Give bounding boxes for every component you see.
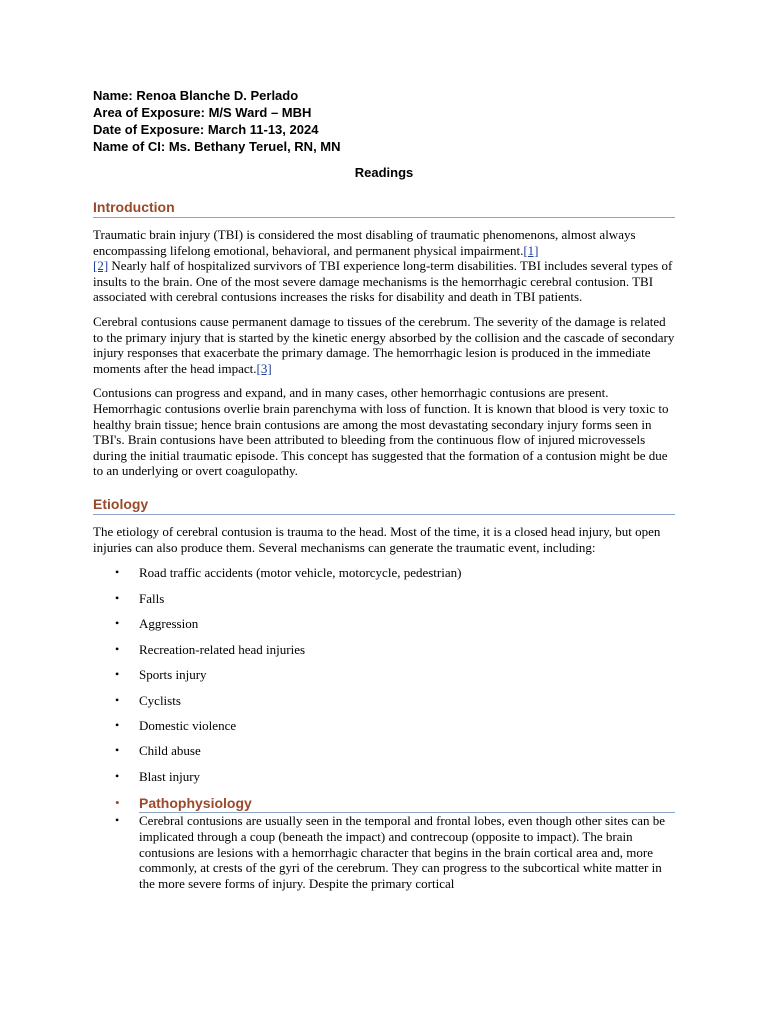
bullet-icon: • (115, 768, 120, 783)
introduction-paragraph-2 (93, 314, 675, 376)
list-item (93, 565, 675, 581)
bullet-icon: • (115, 641, 120, 656)
list-item-label: Sports injury (139, 667, 207, 683)
bullet-icon: • (115, 616, 120, 631)
intro-p2-text: Cerebral contusions cause permanent damage to tissues of the cerebrum. The severity of the damage is related to the primary injury that is started by the kinetic energy absorbed by the collision and the cascade of secondary injury responses that exacerbate the primary damage. The hemorrhagic lesion is produced in the immediate moments after the head impact. (93, 313, 675, 376)
list-item-label: Blast injury (139, 768, 201, 784)
bullet-icon: • (115, 667, 120, 682)
mechanism-list (93, 565, 675, 784)
intro-p1-text-b: Nearly half of hospitalized survivors of TBI experience long-term disabilities. TBI includes several types of insults to the brain. One of the most severe damage mechanisms is the hemorrhagic cerebral contusion. TBI associated with cerebral contusions increases the risks for disability and death in TBI patients. (93, 258, 673, 305)
heading-bullet-icon: • (115, 795, 120, 811)
pathophysiology-paragraph-1 (93, 813, 675, 891)
etiology-heading: Etiology (93, 495, 675, 515)
list-item (93, 718, 675, 734)
pathophysiology-heading-row (93, 794, 675, 813)
intro-p1-text-a: Traumatic brain injury (TBI) is considered the most disabling of traumatic phenomenons, almost always encompassing lifelong emotional, behavioral, and permanent physical impairment. (93, 227, 636, 258)
area-of-exposure: Area of Exposure: M/S Ward – MBH (93, 105, 312, 120)
introduction-paragraph-3: Contusions can progress and expand, and in many cases, other hemorrhagic contusions are present. Hemorrhagic contusions overlie brain parenchyma with loss of function. It is known that blood is very toxic to healthy brain tissue; hence brain contusions are among the most devastating secondary injury forms seen in TBI's. Brain contusions have been attributed to bleeding from the continuous flow of injured microvessels during the initial traumatic episode. This concept has suggested that the formation of a contusion might be due to an underlying or overt coagulopathy. (93, 385, 669, 479)
clinical-instructor: Name of CI: Ms. Bethany Teruel, RN, MN (93, 139, 341, 154)
bullet-icon: • (115, 692, 120, 707)
pathophysiology-heading: Pathophysiology (139, 794, 675, 813)
bullet-icon: • (115, 718, 120, 732)
citation-link-1[interactable]: [1] (523, 242, 539, 258)
list-item-label: Falls (139, 590, 165, 606)
pathophysiology-text: Cerebral contusions are usually seen in the temporal and frontal lobes, even though other sites can be implicated through a coup (beneath the impact) and contrecoup (opposite to impact). The brain contusions are lesions with a hemorrhagic character that begins in the brain cortical area and, more commonly, at crests of the gyri of the cerebrum. They can progress to the subcortical white matter in the more severe forms of injury. Despite the primary cortical (139, 813, 665, 891)
list-item (93, 693, 675, 709)
document-title: Readings (354, 165, 414, 180)
list-item-label: Aggression (139, 616, 199, 632)
list-item (93, 769, 675, 785)
list-item (93, 616, 675, 632)
document-page (93, 87, 675, 891)
list-item-label: Cyclists (139, 692, 181, 708)
bullet-icon: • (115, 590, 120, 605)
list-item-label: Road traffic accidents (motor vehicle, motorcycle, pedestrian) (139, 565, 462, 581)
list-item-label: Recreation-related head injuries (139, 641, 306, 657)
citation-link-2[interactable]: [2] (93, 258, 109, 274)
introduction-heading: Introduction (93, 198, 675, 218)
list-item (93, 743, 675, 759)
list-item-label: Domestic violence (139, 718, 237, 733)
etiology-paragraph-1: The etiology of cerebral contusion is trauma to the head. Most of the time, it is a closed head injury, but open injuries can also produce them. Several mechanisms can generate the traumatic event, including: (93, 523, 661, 555)
bullet-icon: • (115, 813, 120, 828)
list-item (93, 667, 675, 683)
citation-link-3[interactable]: [3] (256, 360, 272, 376)
date-of-exposure: Date of Exposure: March 11-13, 2024 (93, 122, 319, 137)
bullet-icon: • (115, 565, 120, 580)
list-item (93, 642, 675, 658)
introduction-paragraph-1 (93, 227, 675, 305)
document-header (93, 87, 675, 155)
student-name: Name: Renoa Blanche D. Perlado (93, 88, 299, 103)
list-item (93, 591, 675, 607)
list-item-label: Child abuse (139, 743, 201, 759)
bullet-icon: • (115, 743, 120, 758)
